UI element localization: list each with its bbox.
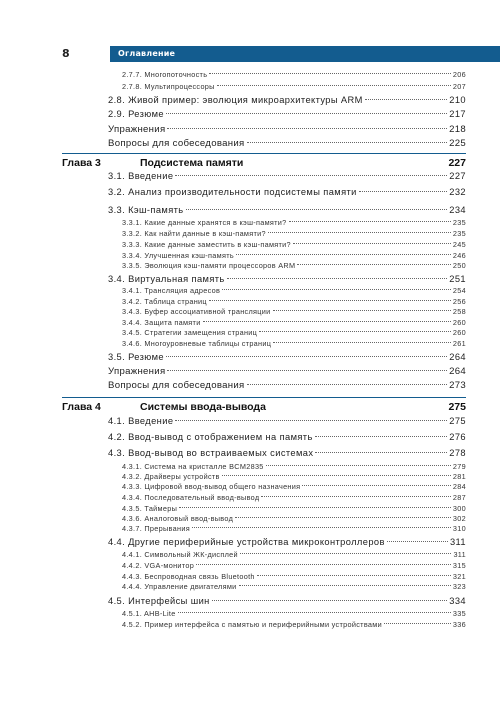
toc-entry[interactable] [122,307,466,316]
toc-entry-page: 206 [452,70,466,79]
toc-entry-page: 250 [452,261,466,270]
toc-entry-page: 232 [449,187,466,197]
chapter-title: Подсистема памяти [140,157,244,169]
toc-entry-page: 264 [449,366,466,377]
toc-entry[interactable] [108,352,466,362]
toc-entry[interactable] [108,366,466,377]
dot-leader [196,564,451,565]
toc-entry-title: 2.8. Живой пример: эволюция микроархитектуры ARM [108,95,363,105]
toc-entry-title: 4.5. Интерфейсы шин [108,596,210,606]
toc-entry[interactable] [108,380,466,391]
toc-entry[interactable] [108,205,466,215]
toc-entry[interactable] [122,218,466,227]
toc-entry-page: 281 [452,472,466,481]
toc-entry[interactable] [108,596,466,606]
toc-entry-title: 3.4. Виртуальная память [108,274,225,284]
toc-entry-title: 3.5. Резюме [108,352,164,362]
toc-entry[interactable] [108,109,466,119]
chapter-4-heading[interactable] [62,397,466,417]
dot-leader [209,73,451,74]
toc-entry-title: 3.4.2. Таблица страниц [122,297,207,306]
dot-leader [175,420,447,421]
dot-leader [235,517,451,518]
toc-entry-page: 284 [452,482,466,491]
dot-leader [212,600,448,601]
toc-entry-page: 261 [452,339,466,348]
dot-leader [261,496,450,497]
toc-entry-title: 4.3.7. Прерывания [122,524,190,533]
toc-entry-title: 4.3. Ввод-вывод во встраиваемых системах [108,448,314,458]
toc-entry-page: 235 [452,218,466,227]
toc-entry[interactable] [108,138,466,149]
toc-entry-title: 4.4.2. VGA-монитор [122,561,195,570]
toc-entry-page: 218 [449,124,466,135]
dot-leader [236,254,451,255]
toc-entry-page: 210 [449,95,466,105]
toc-entry-title: 2.9. Резюме [108,109,164,119]
toc-entry-title: 3.4.1. Трансляция адресов [122,286,221,295]
toc-entry-title: 4.3.3. Цифровой ввод-вывод общего назначения [122,482,301,491]
toc-entry-page: 258 [452,307,466,316]
toc-entry-title: 3.3. Кэш-память [108,205,184,215]
section-title: Оглавление [118,49,176,58]
toc-entry-title: 3.3.5. Эволюция кэш-памяти процессоров ARM [122,261,296,270]
toc-entry-title: Упражнения [108,366,166,377]
dot-leader [273,310,451,311]
toc-entry-title: 4.4.4. Управление двигателями [122,582,237,591]
toc-entry-page: 334 [449,596,466,606]
toc-entry[interactable] [108,274,466,284]
toc-entry-title: 4.2. Ввод-вывод с отображением на память [108,432,313,442]
dot-leader [179,507,451,508]
toc-entry-title: 4.3.5. Таймеры [122,504,178,513]
toc-entry-page: 264 [449,352,466,362]
toc-entry-page: 246 [452,251,466,260]
toc-entry[interactable] [122,524,466,533]
toc-entry-title: 2.7.8. Мультипроцессоры [122,82,215,91]
toc-entry[interactable] [122,229,466,238]
dot-leader [359,191,448,192]
dot-leader [257,575,451,576]
toc-entry-title: 4.5.1. AHB-Lite [122,609,176,618]
toc-entry[interactable] [122,561,466,570]
toc-entry-page: 207 [452,82,466,91]
toc-entry[interactable] [122,261,466,270]
toc-entry-page: 217 [449,109,466,119]
toc-entry[interactable] [108,448,466,458]
toc-entry[interactable] [122,297,466,306]
toc-entry[interactable] [108,171,466,181]
toc-entry-title: 3.4.3. Буфер ассоциативной трансляции [122,307,271,316]
toc-entry-title: 4.3.1. Система на кристалле BCM2835 [122,462,264,471]
toc-entry-page: 278 [449,448,466,458]
toc-entry[interactable] [122,609,466,618]
toc-entry-title: 4.1. Введение [108,416,174,426]
toc-entry[interactable] [122,286,466,295]
toc-entry-title: Упражнения [108,124,166,135]
toc-entry-page: 254 [452,286,466,295]
toc-entry[interactable] [122,462,466,471]
toc-entry-page: 311 [449,537,466,547]
chapter-3-heading[interactable] [62,153,466,173]
toc-entry-page: 287 [452,493,466,502]
toc-entry-page: 335 [452,609,466,618]
toc-entry[interactable] [122,70,466,79]
dot-leader [217,85,451,86]
toc-entry-title: 4.4.3. Беспроводная связь Bluetooth [122,572,255,581]
toc-entry-title: 4.5.2. Пример интерфейса с памятью и периферийными устройствами [122,620,382,629]
dot-leader [209,300,451,301]
toc-entry-page: 260 [452,318,466,327]
toc-entry-title: 4.3.4. Последовательный ввод-вывод [122,493,260,502]
dot-leader [297,264,451,265]
toc-entry[interactable] [108,95,466,105]
dot-leader [387,541,448,542]
toc-entry-page: 315 [452,561,466,570]
toc-entry-page: 273 [449,380,466,391]
dot-leader [178,612,451,613]
dot-leader [247,142,448,143]
toc-entry[interactable] [122,504,466,513]
chapter-page: 227 [448,157,466,169]
toc-entry-title: 4.4. Другие периферийные устройства микроконтроллеров [108,537,385,547]
toc-entry-page: 323 [452,582,466,591]
chapter-page: 275 [448,401,466,413]
toc-entry-title: Вопросы для собеседования [108,138,245,149]
dot-leader [384,623,451,624]
toc-entry[interactable] [108,432,466,442]
chapter-rule [62,153,466,154]
toc-entry[interactable] [108,124,466,135]
chapter-label: Глава 4 [62,401,101,413]
toc-entry[interactable] [122,514,466,523]
dot-leader [203,321,451,322]
page-number: 8 [62,47,70,60]
toc-entry[interactable] [108,537,466,547]
dot-leader [166,113,447,114]
toc-entry[interactable] [122,582,466,591]
dot-leader [293,243,451,244]
dot-leader [222,289,451,290]
dot-leader [247,384,448,385]
dot-leader [266,465,451,466]
toc-entry-title: 3.4.6. Многоуровневые таблицы страниц [122,339,272,348]
dot-leader [315,436,448,437]
toc-entry-page: 227 [449,171,466,181]
dot-leader [166,356,447,357]
toc-entry-title: 2.7.7. Многопоточность [122,70,208,79]
dot-leader [227,278,448,279]
chapter-label: Глава 3 [62,157,101,169]
dot-leader [239,585,451,586]
dot-leader [167,128,447,129]
toc-entry-title: 3.3.3. Какие данные заместить в кэш-памяти? [122,240,291,249]
toc-entry-title: 3.3.2. Как найти данные в кэш-памяти? [122,229,266,238]
toc-entry-page: 300 [452,504,466,513]
toc-entry-page: 245 [452,240,466,249]
toc-entry-page: 321 [452,572,466,581]
toc-entry-page: 279 [452,462,466,471]
toc-entry-page: 302 [452,514,466,523]
toc-entry-title: 3.2. Анализ производительности подсистемы памяти [108,187,357,197]
dot-leader [222,475,451,476]
dot-leader [192,527,451,528]
toc-entry[interactable] [122,82,466,91]
toc-entry[interactable] [122,318,466,327]
toc-entry[interactable] [122,550,466,559]
dot-leader [268,232,451,233]
toc-entry-page: 336 [452,620,466,629]
toc-entry-page: 275 [449,416,466,426]
toc-entry[interactable] [122,472,466,481]
toc-entry-page: 276 [449,432,466,442]
toc-entry-page: 260 [452,328,466,337]
toc-entry-title: 3.3.1. Какие данные хранятся в кэш-памяти? [122,218,287,227]
toc-entry-title: 3.1. Введение [108,171,174,181]
dot-leader [240,553,452,554]
toc-entry-page: 256 [452,297,466,306]
dot-leader [365,99,447,100]
dot-leader [167,370,447,371]
dot-leader [302,485,451,486]
toc-entry-page: 234 [449,205,466,215]
toc-entry-title: 4.4.1. Символьный ЖК-дисплей [122,550,238,559]
toc-entry[interactable] [122,328,466,337]
dot-leader [259,331,451,332]
toc-entry-title: 3.3.4. Улучшенная кэш-память [122,251,234,260]
toc-entry-title: 4.3.2. Драйверы устройств [122,472,220,481]
toc-entry[interactable] [122,493,466,502]
toc-entry[interactable] [108,187,466,197]
dot-leader [289,221,451,222]
toc-entry-title: 3.4.4. Защита памяти [122,318,201,327]
toc-entry[interactable] [108,416,466,426]
dot-leader [273,342,451,343]
dot-leader [175,175,447,176]
dot-leader [186,209,448,210]
toc-entry[interactable] [122,572,466,581]
dot-leader [315,452,447,453]
toc-entry-page: 311 [453,550,466,559]
toc-entry[interactable] [122,240,466,249]
toc-entry-title: Вопросы для собеседования [108,380,245,391]
toc-entry-page: 310 [452,524,466,533]
toc-entry[interactable] [122,482,466,491]
toc-entry-page: 251 [449,274,466,284]
toc-entry[interactable] [122,339,466,348]
toc-entry[interactable] [122,620,466,629]
toc-entry[interactable] [122,251,466,260]
toc-entry-title: 3.4.5. Стратегии замещения страниц [122,328,258,337]
chapter-rule [62,397,466,398]
toc-entry-page: 225 [449,138,466,149]
toc-entry-title: 4.3.6. Аналоговый ввод-вывод [122,514,234,523]
chapter-title: Системы ввода-вывода [140,401,266,413]
toc-entry-page: 235 [452,229,466,238]
